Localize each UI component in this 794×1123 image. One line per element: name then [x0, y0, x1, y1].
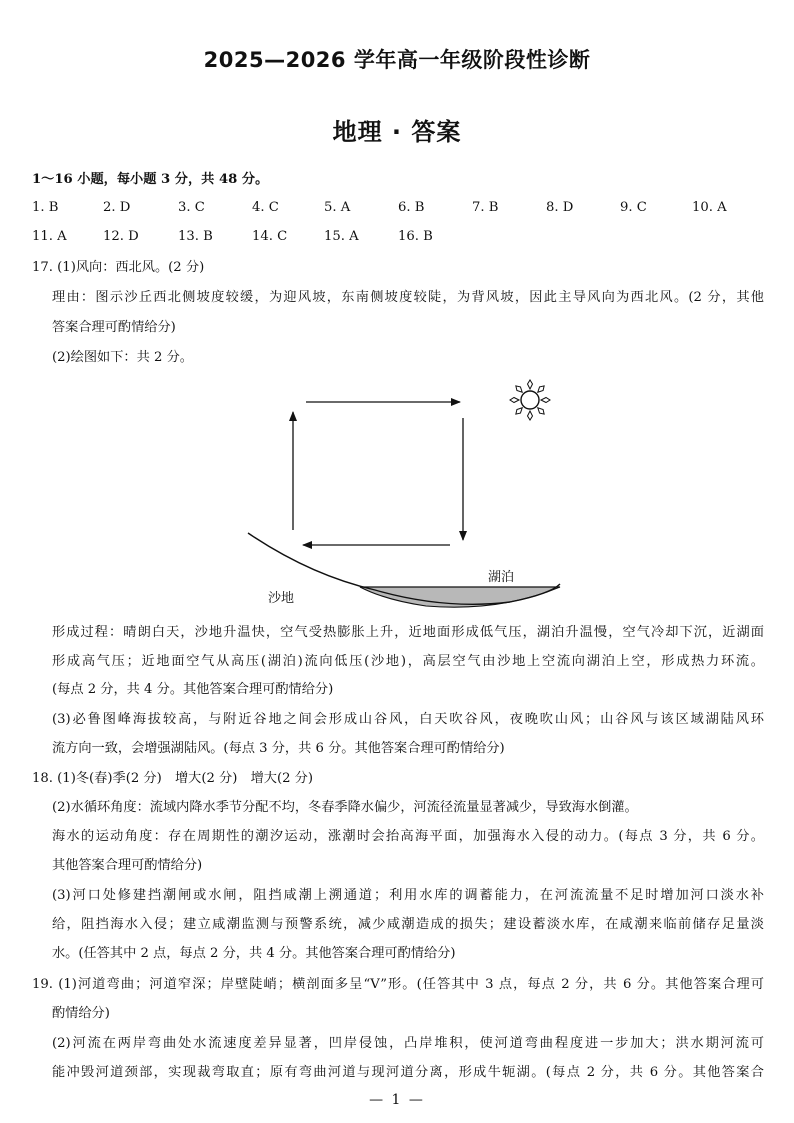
choice-answer: 8. D [546, 200, 574, 215]
q17-part3-line2: 流方向一致，会增强湖陆风。(每点 3 分，共 6 分。其他答案合理可酌情给分) [52, 741, 505, 756]
choice-answer: 5. A [324, 200, 351, 215]
choice-answer-row-1 [32, 196, 772, 220]
thermal-circulation-diagram [230, 370, 570, 615]
q18-part2-line1: (2)水循环角度：流域内降水季节分配不均，冬春季降水偏少，河流径流量显著减少，导致海水倒灌。 [52, 800, 638, 815]
lake-label: 湖泊 [488, 570, 515, 585]
choice-answer: 13. B [178, 229, 213, 244]
choice-intro: 1～16 小题，每小题 3 分，共 48 分。 [32, 172, 269, 187]
choice-answer: 12. D [103, 229, 139, 244]
q17-reason-line1: 理由：图示沙丘西北侧坡度较缓，为迎风坡，东南侧坡度较陡，为背风坡，因此主导风向为西北风。(2 分，其他 [52, 290, 764, 305]
choice-answer: 1. B [32, 200, 59, 215]
choice-answer: 4. C [252, 200, 279, 215]
q19-part2-line2: 能冲毁河道颈部，实现裁弯取直；原有弯曲河道与现河道分离，形成牛轭湖。(每点 2 分，共 6 分。其他答案合 [52, 1065, 764, 1080]
q18-part2-line2: 海水的运动角度：存在周期性的潮汐运动，涨潮时会抬高海平面，加强海水入侵的动力。(每点 3 分，共 6 分。 [52, 829, 764, 844]
q17-part2: (2)绘图如下：共 2 分。 [52, 350, 193, 365]
q19-part1-line2: 酌情给分) [52, 1006, 110, 1021]
q18-part3-line3: 水。(任答其中 2 点，每点 2 分，共 4 分。其他答案合理可酌情给分) [52, 946, 456, 961]
page-title: 2025—2026 学年高一年级阶段性诊断 [203, 48, 591, 72]
q17-reason-line2: 答案合理可酌情给分) [52, 320, 176, 335]
sun-icon [510, 380, 550, 420]
q17-process-line1: 形成过程：晴朗白天，沙地升温快，空气受热膨胀上升，近地面形成低气压，湖泊升温慢，空气冷却下沉，近湖面 [52, 625, 764, 640]
choice-answer: 15. A [324, 229, 359, 244]
q18-part3-line2: 给，阻挡海水入侵；建立咸潮监测与预警系统，减少咸潮造成的损失；建设蓄淡水库，在咸潮来临前储存足量淡 [52, 917, 764, 932]
choice-answer: 16. B [398, 229, 433, 244]
q17-part3-line1: (3)必鲁图峰海拔较高，与附近谷地之间会形成山谷风，白天吹谷风，夜晚吹山风；山谷风与该区域湖陆风环 [52, 712, 764, 727]
choice-answer: 11. A [32, 229, 67, 244]
q17-part1: 17. (1)风向：西北风。(2 分) [32, 260, 205, 275]
q17-process-line2: 形成高气压；近地面空气从高压(湖泊)流向低压(沙地)，高层空气由沙地上空流向湖泊上空，形成热力环流。 [52, 654, 764, 669]
q17-process-score: (每点 2 分，共 4 分。其他答案合理可酌情给分) [52, 682, 334, 697]
q19-part1-line1: 19. (1)河道弯曲；河道窄深；岸壁陡峭；横剖面多呈“V”形。(任答其中 3 点，每点 2 分，共 6 分。其他答案合理可 [32, 977, 764, 992]
q18-part2-line3: 其他答案合理可酌情给分) [52, 858, 203, 873]
choice-answer: 2. D [103, 200, 131, 215]
choice-answer-row-2 [32, 225, 772, 249]
choice-answer: 6. B [398, 200, 425, 215]
choice-answer: 3. C [178, 200, 205, 215]
sand-label: 沙地 [268, 591, 295, 606]
page-number: — 1 — [369, 1092, 425, 1108]
q18-part1: 18. (1)冬(春)季(2 分) 增大(2 分) 增大(2 分) [32, 771, 313, 786]
q19-part2-line1: (2)河流在两岸弯曲处水流速度差异显著，凹岸侵蚀，凸岸堆积，使河道弯曲程度进一步加大；洪水期河流可 [52, 1036, 764, 1051]
page-subtitle: 地理 · 答案 [332, 118, 462, 146]
q18-part3-line1: (3)河口处修建挡潮闸或水闸，阻挡咸潮上溯通道；利用水库的调蓄能力，在河流流量不足时增加河口淡水补 [52, 888, 764, 903]
choice-answer: 10. A [692, 200, 727, 215]
choice-answer: 14. C [252, 229, 288, 244]
choice-answer: 7. B [472, 200, 499, 215]
choice-answer: 9. C [620, 200, 647, 215]
